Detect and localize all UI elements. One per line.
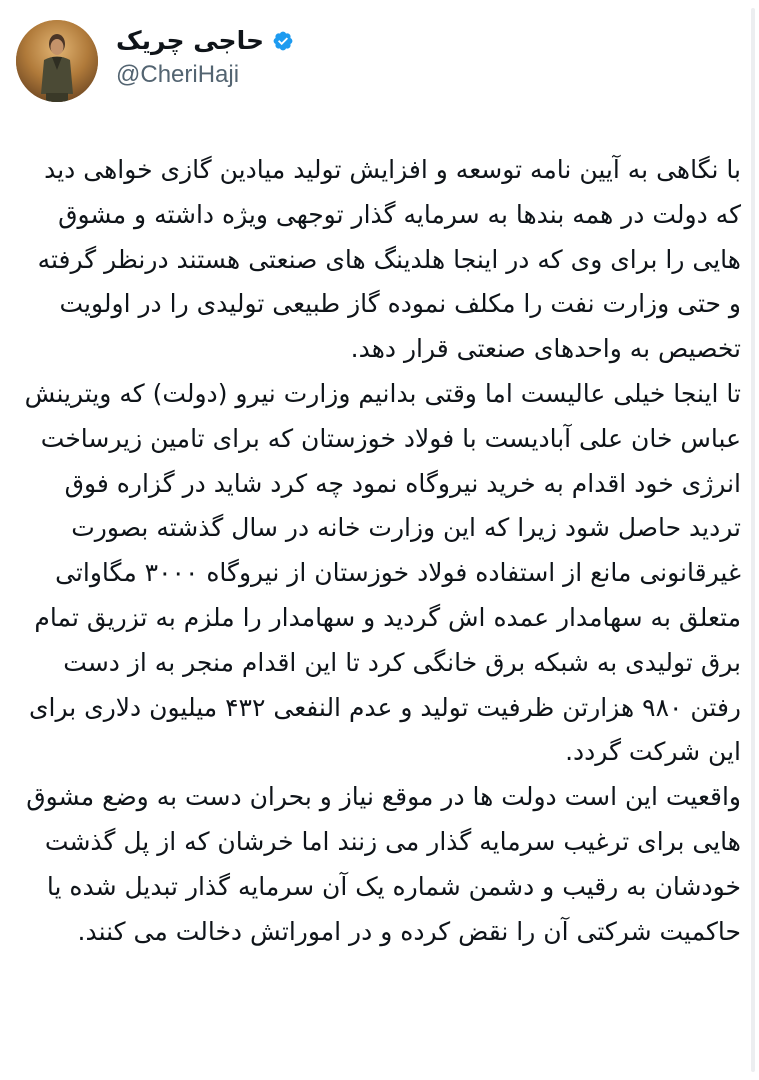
author-handle[interactable]: @CheriHaji [116, 61, 240, 88]
tweet-paragraph: با نگاهی به آیین نامه توسعه و افزایش تولید میادین گازی خواهی دید که دولت در همه بندها به سرمایه گذار توجهی ویژه داشته و مشوق هایی را برای وی که در اینجا هلدینگ های صنعتی هستند درنظر گرفته و حتی وزارت نفت را مکلف نموده گاز طبیعی تولیدی را در اولویت تخصیص به واحدهای صنعتی قرار دهد. [37, 155, 741, 364]
tweet-header [0, 18, 759, 108]
profile-photo-icon [16, 20, 98, 102]
display-name[interactable]: حاجی چریک [116, 26, 264, 55]
verified-badge-icon [272, 30, 294, 52]
avatar[interactable] [16, 20, 98, 102]
tweet-paragraph: تا اینجا خیلی عالیست اما وقتی بدانیم وزارت نیرو (دولت) که ویترینش عباس خان علی آبادیست با فولاد خوزستان که برای تامین زیرساخت انرژی خود اقدام به خرید نیروگاه نمود چه کرد شاید در گزاره فوق تردید حاصل شود زیرا که این وزارت خانه در سال گذشته بصورت غیرقانونی مانع از استفاده فولاد خوزستان از نیروگاه ۳۰۰۰ مگاواتی متعلق به سهامدار عمده اش گردید و سهامدار را ملزم به تزریق تمام برق تولیدی به شبکه برق خانگی کرد تا این اقدام منجر به از دست رفتن ۹۸۰ هزارتن ظرفیت تولید و عدم النفعی ۴۳۲ میلیون دلاری برای این شرکت گردد. [24, 378, 741, 767]
tweet-paragraph: واقعیت این است دولت ها در موقع نیاز و بحران دست به وضع مشوق هایی برای ترغیب سرمایه گذار می زنند اما خرشان که از پل گذشت خودشان به رقیب و دشمن شماره یک آن سرمایه گذار تبدیل شده یا حاکمیت شرکتی آن را نقض کرده و در اموراتش دخالت می کنند. [26, 782, 741, 946]
scrollbar[interactable] [751, 8, 755, 1072]
name-row [116, 26, 294, 55]
tweet-text [22, 148, 741, 954]
author-info [116, 26, 294, 89]
